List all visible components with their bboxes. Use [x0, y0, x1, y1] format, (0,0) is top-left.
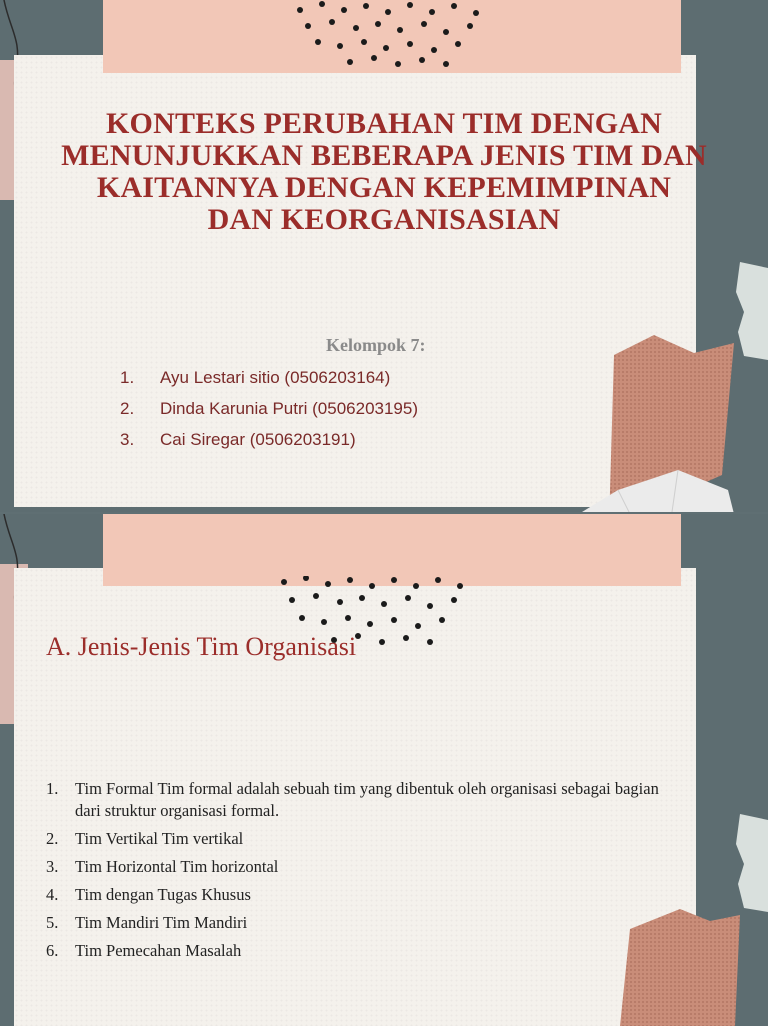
- list-item: 5. Tim Mandiri Tim Mandiri: [46, 913, 248, 932]
- member-item: 2. Dinda Karunia Putri (0506203195): [120, 399, 419, 418]
- title-line-1: KONTEKS PERUBAHAN TIM DENGAN: [106, 107, 662, 140]
- member-item: 1. Ayu Lestari sitio (0506203164): [120, 368, 391, 387]
- list-item: 3. Tim Horizontal Tim horizontal: [46, 857, 279, 876]
- torn-edge-scrap: [730, 814, 768, 914]
- crumpled-paper: [528, 470, 758, 512]
- list-item: 2. Tim Vertikal Tim vertikal: [46, 829, 244, 848]
- torn-edge-scrap: [730, 262, 768, 362]
- list-item: 4. Tim dengan Tugas Khusus: [46, 885, 251, 904]
- slide-title: [40, 108, 728, 236]
- group-label: Kelompok 7:: [326, 335, 426, 355]
- slide-1: [0, 0, 768, 512]
- member-list: [120, 362, 418, 455]
- list-item: 1. Tim Formal Tim formal adalah sebuah tim yang dibentuk oleh organisasi sebagai bagian dari struktur organisasi formal.: [46, 779, 659, 820]
- list-item: 6. Tim Pemecahan Masalah: [46, 941, 242, 960]
- dot-pattern: [280, 0, 495, 70]
- slide-title: A. Jenis-Jenis Tim Organisasi: [46, 632, 357, 661]
- title-line-2: MENUNJUKKAN BEBERAPA JENIS TIM DAN: [61, 139, 707, 172]
- member-item: 3. Cai Siregar (0506203191): [120, 430, 356, 449]
- title-line-4: DAN KEORGANISASIAN: [207, 203, 561, 236]
- team-type-list: [46, 778, 666, 968]
- slide-2: [0, 514, 768, 1026]
- title-line-3: KAITANNYA DENGAN KEPEMIMPINAN: [96, 171, 672, 204]
